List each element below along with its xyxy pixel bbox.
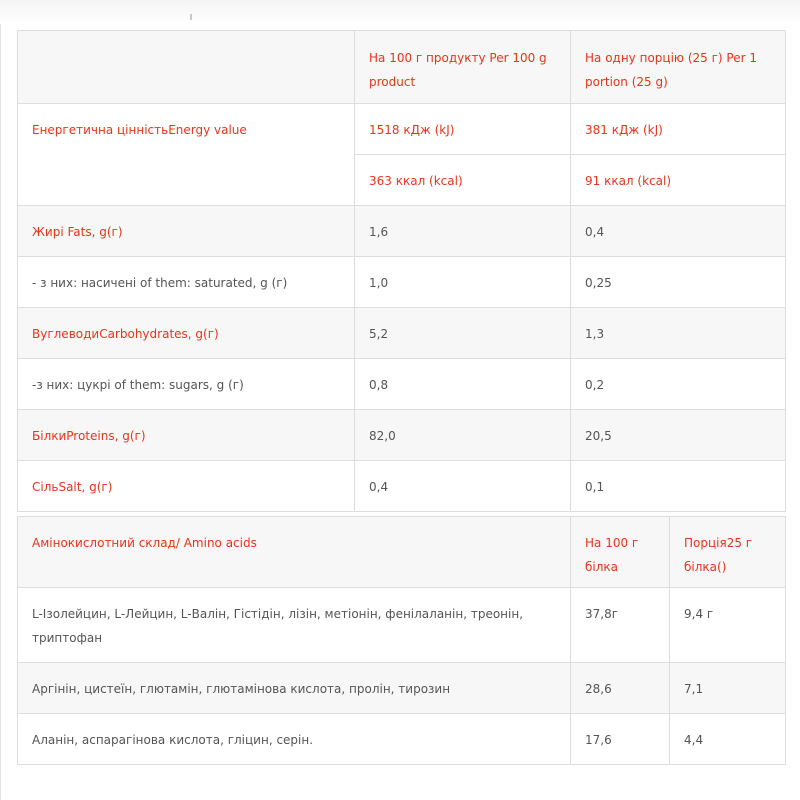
nutrition-label: - з них: насичені of them: saturated, g (г)	[18, 257, 355, 308]
nutrition-row-saturated	[18, 257, 786, 308]
nutrition-value-per-portion: 0,2	[571, 359, 786, 410]
amino-header-label: Амінокислотний склад/ Amino acids	[18, 517, 571, 588]
nutrition-label: Жирі Fats, g(г)	[18, 206, 355, 257]
nutrition-value-per-portion: 0,1	[571, 461, 786, 512]
amino-header-per-100g: На 100 г білка	[571, 517, 670, 588]
nutrition-value-per-100g: 1518 кДж (kJ)	[355, 104, 571, 155]
nutrition-value-per-portion: 20,5	[571, 410, 786, 461]
nutrition-value-per-portion: 0,25	[571, 257, 786, 308]
amino-value-per-portion: 7,1	[670, 663, 786, 714]
amino-acids-table	[17, 516, 786, 765]
nutrition-value-per-portion: 0,4	[571, 206, 786, 257]
nutrition-value-per-portion: 1,3	[571, 308, 786, 359]
amino-value-per-portion: 9,4 г	[670, 588, 786, 663]
amino-label: Аргінін, цистеїн, глютамін, глютамінова кислота, пролін, тирозин	[18, 663, 571, 714]
nutrition-value-per-100g: 0,4	[355, 461, 571, 512]
amino-label: L-Ізолейцин, L-Лейцин, L-Валін, Гістідін, лізін, метіонін, фенілаланін, треонін, триптофан	[18, 588, 571, 663]
nutrition-value-per-100g: 1,0	[355, 257, 571, 308]
nutrition-label: БілкиProteins, g(г)	[18, 410, 355, 461]
nutrition-value-per-portion: 381 кДж (kJ)	[571, 104, 786, 155]
nutrition-label: ВуглеводиCarbohydrates, g(г)	[18, 308, 355, 359]
nutrition-value-per-100g: 5,2	[355, 308, 571, 359]
nutrition-value-per-100g: 363 ккал (kcal)	[355, 155, 571, 206]
amino-row-arginine	[18, 663, 786, 714]
nutrition-value-per-100g: 1,6	[355, 206, 571, 257]
nutrition-header-per-portion: На одну порцію (25 г) Per 1 portion (25 g)	[571, 31, 786, 104]
amino-value-per-100g: 17,6	[571, 714, 670, 765]
left-rule	[0, 24, 1, 800]
amino-header-per-portion: Порція25 г білка()	[670, 517, 786, 588]
top-fade	[0, 0, 800, 24]
nutrition-row-energy-kj	[18, 104, 786, 155]
amino-value-per-portion: 4,4	[670, 714, 786, 765]
nutrition-label: -з них: цукрі of them: sugars, g (г)	[18, 359, 355, 410]
nutrition-header-per-100g: На 100 г продукту Per 100 g product	[355, 31, 571, 104]
nutrition-value-per-100g: 82,0	[355, 410, 571, 461]
amino-label: Аланін, аспарагінова кислота, гліцин, серін.	[18, 714, 571, 765]
nutrition-label-energy: Енергетична цінністьEnergy value	[18, 104, 355, 206]
nutrition-row-carbohydrates	[18, 308, 786, 359]
amino-header-row	[18, 517, 786, 588]
nutrition-value-per-100g: 0,8	[355, 359, 571, 410]
nutrition-row-fats	[18, 206, 786, 257]
nutrition-table	[17, 30, 786, 512]
amino-row-alanine	[18, 714, 786, 765]
nutrition-row-proteins	[18, 410, 786, 461]
amino-row-bcaa	[18, 588, 786, 663]
nutrition-header-label	[18, 31, 355, 104]
nutrition-value-per-portion: 91 ккал (kcal)	[571, 155, 786, 206]
nutrition-header-row	[18, 31, 786, 104]
amino-value-per-100g: 28,6	[571, 663, 670, 714]
nutrition-row-sugars	[18, 359, 786, 410]
nutrition-label: СільSalt, g(г)	[18, 461, 355, 512]
nutrition-row-salt	[18, 461, 786, 512]
top-mark	[190, 14, 192, 20]
amino-value-per-100g: 37,8г	[571, 588, 670, 663]
